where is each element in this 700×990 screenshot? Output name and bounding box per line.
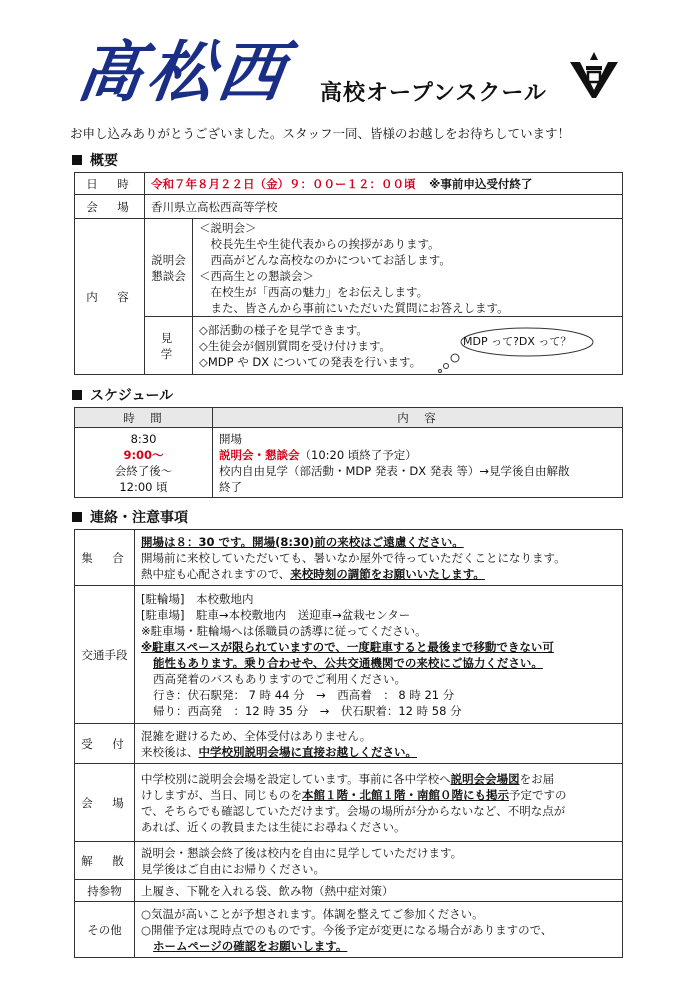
transport-line: [駐輪場] 本校敷地内 (141, 591, 254, 606)
reception-details (135, 724, 623, 764)
hall-label: 会 場 (75, 764, 135, 842)
schedule-table (74, 407, 623, 498)
section-heading-schedule: スケジュール (72, 385, 173, 405)
dismiss-label: 解 散 (75, 842, 135, 880)
assembly-details (135, 530, 623, 586)
briefing-line: また、皆さんから事前にいただいた質問にお答えします。 (199, 300, 509, 315)
square-bullet-icon (72, 390, 82, 400)
reception-label: 受 付 (75, 724, 135, 764)
bus-line: 西高発着のバスもありますのでご利用ください。 (153, 671, 406, 686)
schedule-time: 会終了後～ (114, 463, 173, 478)
schedule-item: 開場 (219, 431, 242, 446)
assembly-line: 開場は８：30 です。開場(8:30)前の来校はご遠慮ください。 (141, 534, 464, 549)
other-line: ○気温が高いことが予想されます。体調を整えてご参加ください。 (141, 906, 484, 921)
section-heading-overview: 概要 (72, 150, 118, 170)
school-logo: 髙松西 (72, 33, 294, 111)
notices-table (74, 529, 623, 958)
briefing-line: ＜西高生との懇談会＞ (199, 268, 314, 283)
hall-line: で、そちらでも確認していただけます。会場の場所が分からないなど、不明な点が (141, 803, 566, 818)
transport-label: 交通手段 (75, 586, 135, 724)
schedule-time: 12:00 頃 (119, 479, 168, 494)
tour-label: 見 学 (145, 317, 193, 375)
school-emblem-icon (568, 50, 620, 100)
page-title: 高校オープンスクール (320, 81, 547, 106)
date-note: ※事前申込受付終了 (429, 176, 533, 191)
bus-line: 帰り：西高発 ：12 時 35 分 → 伏石駅着：12 時 58 分 (153, 703, 462, 718)
transport-details (135, 586, 623, 724)
other-label: その他 (75, 902, 135, 958)
hall-line: けしますが、当日、同じものを本館１階・北館１階・南館０階にも掲示予定ですの (141, 787, 567, 802)
hall-line: 中学校別に説明会会場を設定しています。事前に各中学校へ説明会会場図をお届 (141, 771, 555, 786)
hall-details (135, 764, 623, 842)
assembly-line: 熱中症も心配されますので、来校時刻の調節をお願いいたします。 (141, 566, 485, 581)
transport-line: ※駐車場・駐輪場へは係職員の誘導に従ってください。 (141, 623, 427, 638)
other-line: ○開催予定は現時点でのものです。今後予定が変更になる場合がありますので、 (141, 922, 553, 937)
bubble-text: MDP って?DX って？ (463, 335, 572, 348)
briefing-label: 説明会 懇談会 (145, 219, 193, 317)
briefing-line: ＜説明会＞ (199, 220, 257, 235)
square-bullet-icon (72, 512, 82, 522)
dismiss-line: 見学後はご自由にお帰りください。 (141, 861, 325, 876)
schedule-col-time: 時 間 (75, 408, 213, 428)
reception-line: 来校後は、中学校別説明会場に直接お越しください。 (141, 744, 417, 759)
dismiss-line: 説明会・懇談会終了後は校内を自由に見学していただけます。 (141, 845, 463, 860)
schedule-item: 校内自由見学（部活動・MDP 発表・DX 発表 等）→見学後自由解散 (219, 463, 570, 478)
venue-label: 会 場 (75, 195, 145, 219)
other-line: ホームページの確認をお願いします。 (153, 938, 348, 953)
date-cell (145, 173, 623, 195)
assembly-line: 開場前に来校していただいても、暑いなか屋外で待っていただくことになります。 (141, 550, 566, 565)
bus-line: 行き：伏石駅発： 7 時 44 分 → 西高着 ： 8 時 21 分 (153, 687, 455, 702)
briefing-line: 在校生が「西高の魅力」をお伝えします。 (199, 284, 429, 299)
briefing-line: 校長先生や生徒代表からの挨拶があります。 (199, 236, 440, 251)
tour-line: ◇MDP や DX についての発表を行います。 (199, 354, 422, 369)
content-label: 内 容 (75, 219, 145, 375)
schedule-time: 9:00～ (123, 447, 164, 462)
briefing-line: 西高がどんな高校なのかについてお話します。 (199, 252, 451, 267)
items-value: 上履き、下靴を入れる袋、飲み物（熱中症対策） (135, 880, 623, 902)
date-label: 日 時 (75, 173, 145, 195)
schedule-items (213, 428, 623, 498)
briefing-details (193, 219, 623, 317)
tour-line: ◇部活動の様子を見学できます。 (199, 322, 368, 337)
tour-line: ◇生徒会が個別質問を受け付けます。 (199, 338, 391, 353)
hall-line: あれば、近くの教員または生徒にお尋ねください。 (141, 819, 406, 834)
assembly-label: 集 合 (75, 530, 135, 586)
transport-warning: ※駐車スペースが限られていますので、一度駐車すると最後まで移動できない可 (141, 639, 554, 654)
items-label: 持参物 (75, 880, 135, 902)
dismiss-details (135, 842, 623, 880)
reception-line: 混雑を避けるため、全体受付はありません。 (141, 728, 372, 743)
intro-message: お申し込みありがとうございました。スタッフ一同、皆様のお越しをお待ちしています！ (70, 126, 571, 141)
schedule-col-content: 内 容 (213, 408, 623, 428)
square-bullet-icon (72, 155, 82, 165)
date-value: 令和７年８月２２日（金）９：００ー１２：００頃 (151, 176, 416, 191)
schedule-times (75, 428, 213, 498)
schedule-item: 説明会・懇談会（10:20 頃終了予定） (219, 447, 417, 462)
transport-line: [駐車場] 駐車→本校敷地内 送迎車→盆栽センター (141, 607, 411, 622)
section-heading-notices: 連絡・注意事項 (72, 507, 188, 527)
schedule-time: 8:30 (130, 431, 157, 446)
venue-value: 香川県立高松西高等学校 (145, 195, 623, 219)
schedule-item: 終了 (219, 479, 242, 494)
other-details (135, 902, 623, 958)
transport-warning: 能性もあります。乗り合わせや、公共交通機関での来校にご協力ください。 (153, 655, 543, 670)
